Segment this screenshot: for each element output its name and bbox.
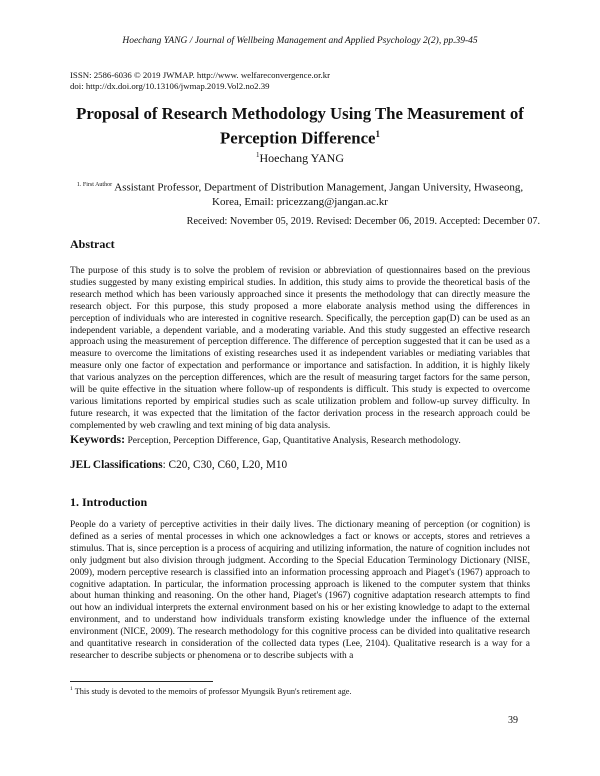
publication-meta [70,70,330,92]
keywords-label: Keywords: [70,432,126,446]
affiliation [70,178,530,209]
title-text: Proposal of Research Methodology Using The Measurement of Perception Difference [76,104,524,148]
footnote-text: This study is devoted to the memoirs of professor Myungsik Byun's retirement age. [74,686,352,696]
doi-line: doi: http://dx.doi.org/10.13106/jwmap.2019.Vol2.no2.39 [70,81,270,91]
issn-line: ISSN: 2586-6036 © 2019 JWMAP. http://www. welfareconvergence.or.kr [70,70,331,80]
jel-codes: : C20, C30, C60, L20, M10 [162,459,288,471]
jel-line [70,459,287,471]
abstract-heading: Abstract [70,237,115,251]
received-dates: Received: November 05, 2019. Revised: December 06, 2019. Accepted: December 07. [186,216,540,227]
footnote-mark: 1 [70,686,73,692]
footnote [70,686,352,696]
page-number: 39 [508,715,518,726]
abstract-body: The purpose of this study is to solve the problem of revision or abbreviation of questionnaires based on the previous studies suggested by many existing empirical studies. In addition, this study aims to provide the theoretical basis of the research method which has been variously approached since it presents the methodology that can directly measure the research object. For this purpose, this study proposed a more elaborate analysis method using the differences in perception of individuals who are interested in cognitive research. Specifically, the perception gap(D) can be used as an independent variable, a dependent variable, and a moderating variable. And this study suggested an effective research approach using the measurement of perception difference. The difference of perception suggested that it can be used as a measure to overcome the limitations of existing researches used it as independent variables or mediating variables that measure only one factor of expectation and performance or importance and satisfaction. In addition, it is highly likely that various analyzes on the perception differences, which are the result of measuring target factors for the same person, will be quite effective in the situation where follow-up of respondents is difficult. This study is expected to overcome various limitations reported by empirical studies such as scale utilization problem and follow-up survey difficulty. In future research, it was expected that the limitation of the factor derivation process in the research approach could be complemented by web crawling and text mining of big data analysis. [70,266,530,431]
footnote-divider [70,681,213,682]
author-name: Hoechang YANG [259,151,345,165]
paper-title [60,103,540,149]
keywords-line [70,432,540,447]
author-line [0,151,600,166]
affiliation-text: Assistant Professor, Department of Distribution Management, Jangan University, Hwaseong, Korea, Email: pricezzang@jangan.ac.kr [114,181,524,208]
jel-label: JEL Classifications [70,459,163,471]
title-footnote-mark: 1 [375,129,380,139]
running-head: Hoechang YANG / Journal of Wellbeing Management and Applied Psychology 2(2), pp.39-45 [122,36,478,46]
intro-body: People do a variety of perceptive activities in their daily lives. The dictionary meaning of perception (or cognition) is defined as a series of mental processes in which one acknowledges a fact or knows or accepts, stores and retrieves a stimulus. That is, since perception is a process of acquiring and utilizing information, the nature of cognition includes not only judgment but also division through judgment. According to the Special Education Terminology Dictionary (NISE, 2009), modern perceptive research is classified into an information processing approach and Piaget's (1967) approach to cognitive adaptation. In particular, the information processing approach is likened to the computer system that thinks about human thinking and reasoning. On the other hand, Piaget's (1967) cognitive adaptation research attempts to find out how an individual interprets the external environment based on his or her existing knowledge to adapt to the external environment, and to understand how individuals transform existing knowledge under the influence of the external environment (NICE, 2009). The research methodology for this cognitive process can be divided into qualitative research and quantitative research in consideration of the collected data types (Lee, 2104). Qualitative research is a way for a researcher to describe subjects or phenomena or to describe subjects with a [70,520,530,661]
affiliation-mark: 1. First Author [76,182,113,188]
author-mark: 1 [255,151,260,159]
intro-heading: 1. Introduction [70,495,148,509]
keywords-text: Perception, Perception Difference, Gap, Quantitative Analysis, Research methodology. [127,435,461,446]
